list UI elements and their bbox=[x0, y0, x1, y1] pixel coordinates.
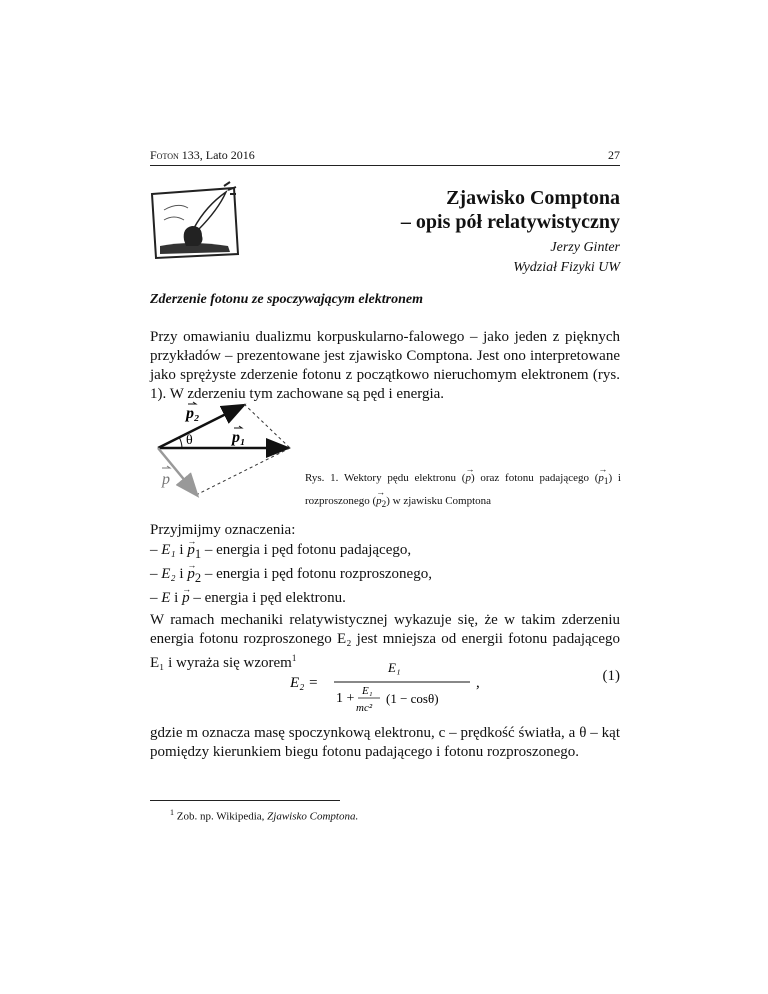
svg-text:mc²: mc² bbox=[356, 702, 373, 714]
paragraph-intro: Przy omawianiu dualizmu korpuskularno-falowego – jako jeden z pięknych przykładów – prezentowane jest zjawisko Comptona. Jest ono interpretowane jako sprężyste zderzenie fotonu z początkowo nieruchomym elektronem (rys. 1). W zderzeniu tym zachowane są pęd i energia. bbox=[150, 329, 620, 402]
definitions-list bbox=[150, 520, 432, 608]
definitions-intro: Przyjmijmy oznaczenia: bbox=[150, 522, 296, 538]
equation-compton bbox=[290, 656, 620, 716]
title-line-1: Zjawisko Comptona bbox=[446, 187, 620, 209]
author-affiliation: Wydział Fizyki UW bbox=[513, 260, 620, 275]
label-p2: p₂ bbox=[186, 405, 200, 422]
label-p1: p₁ bbox=[232, 429, 246, 446]
angle-arc bbox=[179, 437, 182, 448]
footnote-rule bbox=[150, 800, 340, 801]
author-name: Jerzy Ginter bbox=[550, 240, 620, 255]
definition-item: – E₂ $i \to p_2$ – energia i pęd fotonu rozproszonego, bbox=[150, 564, 432, 588]
momentum-vector-diagram bbox=[150, 398, 310, 506]
dashed-guide-2 bbox=[198, 448, 290, 494]
svg-text:E₁: E₁ bbox=[362, 685, 373, 697]
footnote-ref[interactable]: 1 bbox=[291, 653, 297, 663]
equation-number: (1) bbox=[602, 668, 620, 684]
svg-text:,: , bbox=[476, 675, 480, 691]
section-heading: Zderzenie fotonu ze spoczywającym elektronem bbox=[150, 292, 423, 307]
svg-text:(1 − cosθ): (1 − cosθ) bbox=[386, 691, 439, 706]
paragraph-formula-intro: W ramach mechaniki relatywistycznej wykazuje się, że w takim zderzeniu energia fotonu rozproszonego E₂ jest mniejsza od energii fotonu padającego E₁ i wyraża się wzorem$^1$ bbox=[150, 612, 620, 671]
figure-caption: Rys. 1. Wektory pędu elektronu (→ p) oraz fotonu padającego (→ $p_1$) i rozproszonego (→ $p_2$) w zjawisku Comptona bbox=[305, 468, 621, 514]
author-block bbox=[513, 238, 620, 278]
label-p: p bbox=[162, 471, 170, 488]
inkpot-quill-icon bbox=[150, 180, 242, 260]
vector-p2 bbox=[158, 406, 242, 448]
definition-item: – E₁ $i \to p_1$ – energia i pęd fotonu padającego, bbox=[150, 540, 432, 564]
label-theta: θ bbox=[186, 433, 193, 448]
svg-text:E₁: E₁ bbox=[388, 660, 401, 675]
svg-text:1 +: 1 + bbox=[336, 691, 355, 706]
header-rule bbox=[150, 165, 620, 166]
page-number: 27 bbox=[608, 148, 620, 162]
svg-text:E₂ =: E₂ = bbox=[290, 675, 319, 691]
definition-item: – E i → p – energia i pęd elektronu. bbox=[150, 588, 432, 608]
dashed-guide-1 bbox=[244, 404, 290, 448]
footnote: $^1$ Zob. np. Wikipedia, Zjawisko Comptona. bbox=[170, 808, 359, 823]
journal-issue: Foton 133, Lato 2016 bbox=[150, 148, 255, 162]
title-line-2: – opis pół relatywistyczny bbox=[400, 211, 620, 233]
article-title bbox=[401, 186, 620, 234]
paragraph-symbol-explanation: gdzie m oznacza masę spoczynkową elektronu, c – prędkość światła, a θ – kąt pomiędzy kierunkiem biegu fotonu padającego i fotonu rozproszonego. bbox=[150, 725, 620, 760]
